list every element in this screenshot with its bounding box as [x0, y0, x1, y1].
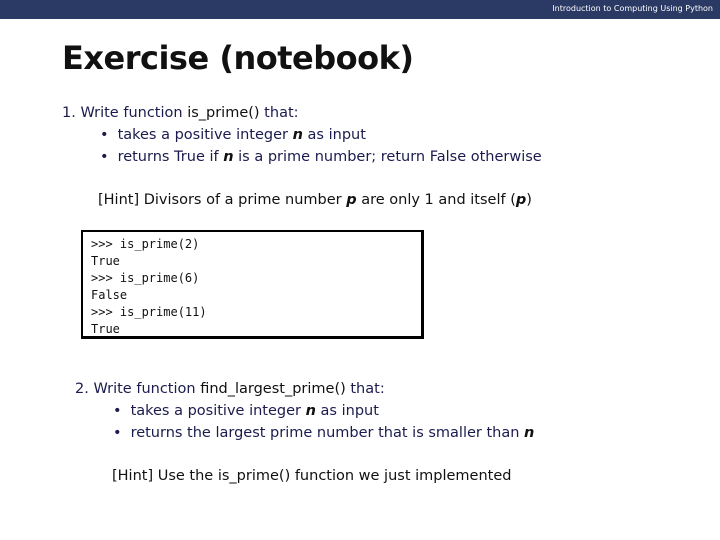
q1-tail: that:	[259, 105, 299, 121]
q2-heading	[75, 379, 385, 399]
q1-function-name: is_prime()	[187, 105, 260, 121]
q1-hint-var: p	[346, 192, 357, 208]
q1-b2-post: is a prime number; return False otherwise	[233, 149, 542, 165]
q2-bullet-2	[113, 423, 534, 443]
q1-b1-post: as input	[302, 127, 366, 143]
q2-b2-text: returns the largest prime number that is smaller than	[130, 425, 525, 441]
code-line: True	[91, 322, 120, 336]
q2-b1-var: n	[305, 403, 316, 419]
q2-lead: 2. Write function	[75, 381, 201, 397]
q2-b1-post: as input	[315, 403, 379, 419]
q2-bullet-1	[113, 401, 379, 421]
slide-title: Exercise (notebook)	[62, 39, 414, 77]
q1-hint	[98, 190, 532, 210]
q1-lead: 1. Write function	[62, 105, 188, 121]
q1-bullet-2	[100, 147, 542, 167]
code-example-box	[81, 230, 424, 339]
q2-hint: [Hint] Use the is_prime() function we just implemented	[112, 468, 512, 484]
code-line: >>> is_prime(11)	[91, 305, 207, 319]
q1-b2-var: n	[223, 149, 234, 165]
bullet-icon: •	[100, 127, 109, 143]
q1-b1-text: takes a positive integer	[117, 127, 293, 143]
code-line: >>> is_prime(6)	[91, 271, 200, 285]
q1-hint-mid: are only 1 and itself (	[356, 192, 516, 208]
header-bar	[0, 0, 720, 19]
code-line: >>> is_prime(2)	[91, 237, 200, 251]
q1-hint-text: [Hint] Divisors of a prime number	[98, 192, 347, 208]
code-line: True	[91, 254, 120, 268]
q2-tail: that:	[345, 381, 385, 397]
q2-b1-text: takes a positive integer	[130, 403, 306, 419]
bullet-icon: •	[113, 403, 122, 419]
q2-b2-var: n	[524, 425, 535, 441]
q1-b1-var: n	[292, 127, 303, 143]
q1-hint-end: )	[526, 192, 532, 208]
q1-heading	[62, 103, 299, 123]
q1-bullet-1	[100, 125, 366, 145]
bullet-icon: •	[113, 425, 122, 441]
course-title: Introduction to Computing Using Python	[552, 4, 713, 13]
q2-function-name: find_largest_prime()	[200, 381, 346, 397]
q1-b2-text: returns True if	[117, 149, 224, 165]
code-line: False	[91, 288, 128, 302]
bullet-icon: •	[100, 149, 109, 165]
q1-hint-var-2: p	[515, 192, 527, 208]
